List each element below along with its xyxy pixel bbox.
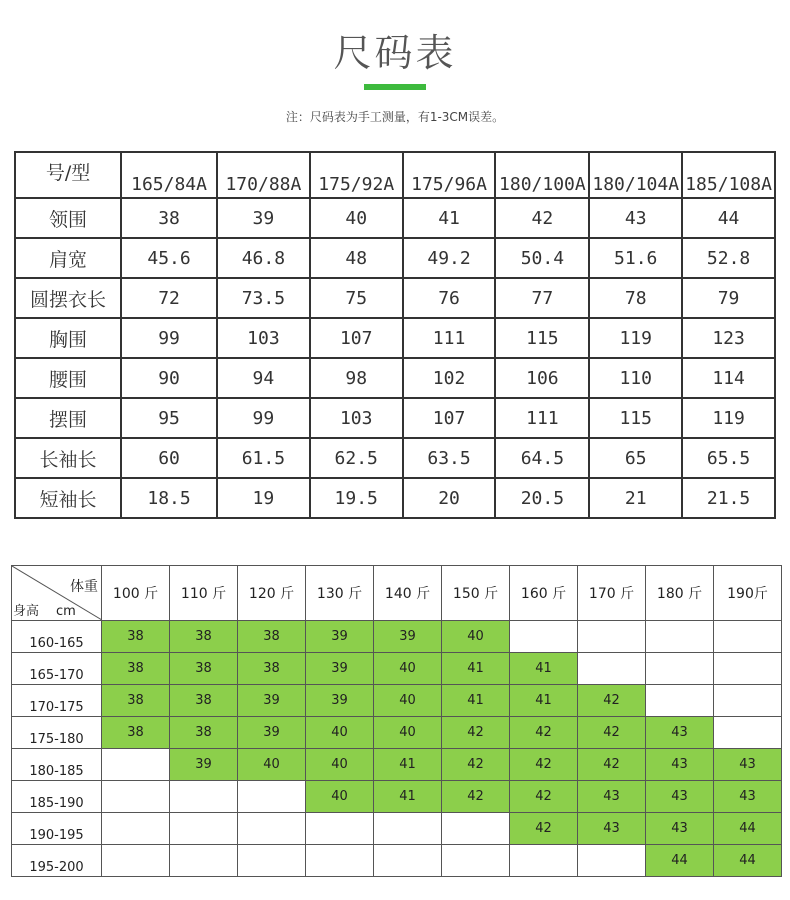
fit-size-cell: 42 (578, 685, 646, 717)
fit-size-cell: 38 (170, 685, 238, 717)
fit-size-cell: 42 (442, 717, 510, 749)
fit-size-cell (714, 717, 782, 749)
size-cell: 40 (310, 198, 403, 238)
fit-size-cell: 38 (238, 653, 306, 685)
size-row-label: 圆摆衣长 (15, 278, 121, 318)
fit-size-cell: 39 (306, 653, 374, 685)
size-row (15, 398, 775, 438)
size-cell: 98 (310, 358, 403, 398)
size-cell: 75 (310, 278, 403, 318)
size-cell: 103 (217, 318, 310, 358)
size-cell: 111 (403, 318, 496, 358)
size-cell: 110 (589, 358, 682, 398)
fit-size-cell: 41 (374, 749, 442, 781)
fit-size-cell: 40 (306, 749, 374, 781)
size-row (15, 238, 775, 278)
size-column-header: 175/96A (403, 152, 496, 198)
size-cell: 18.5 (121, 478, 217, 518)
fit-size-cell: 42 (578, 717, 646, 749)
size-row (15, 478, 775, 518)
fit-size-cell: 42 (510, 717, 578, 749)
weight-column-header: 190斤 (714, 566, 782, 621)
measurement-note: 注：尺码表为手工测量，有1-3CM误差。 (285, 110, 505, 124)
fit-size-cell (510, 621, 578, 653)
size-cell: 46.8 (217, 238, 310, 278)
size-cell: 73.5 (217, 278, 310, 318)
weight-column-header: 140 斤 (374, 566, 442, 621)
fit-size-cell: 43 (646, 781, 714, 813)
fit-row (12, 813, 782, 845)
size-header-label: 号/型 (15, 152, 121, 198)
fit-size-cell (306, 845, 374, 877)
fit-size-cell: 41 (510, 653, 578, 685)
fit-size-cell (238, 813, 306, 845)
fit-row (12, 621, 782, 653)
fit-size-cell: 39 (374, 621, 442, 653)
size-column-header: 180/100A (495, 152, 589, 198)
weight-column-header: 150 斤 (442, 566, 510, 621)
height-row-label: 175-180 (12, 717, 102, 749)
size-chart-table (14, 151, 776, 519)
size-row-label: 长袖长 (15, 438, 121, 478)
size-cell: 21.5 (682, 478, 775, 518)
size-row-label: 胸围 (15, 318, 121, 358)
fit-size-cell (578, 621, 646, 653)
fit-corner-cell (12, 566, 102, 621)
fit-row (12, 749, 782, 781)
fit-size-cell: 41 (374, 781, 442, 813)
fit-size-cell: 42 (442, 781, 510, 813)
fit-size-cell (170, 781, 238, 813)
fit-size-cell: 41 (442, 653, 510, 685)
fit-size-cell: 42 (510, 781, 578, 813)
fit-size-cell (170, 813, 238, 845)
weight-column-header: 130 斤 (306, 566, 374, 621)
height-row-label: 195-200 (12, 845, 102, 877)
fit-size-cell: 40 (374, 717, 442, 749)
weight-column-header: 170 斤 (578, 566, 646, 621)
fit-size-cell: 41 (510, 685, 578, 717)
size-cell: 48 (310, 238, 403, 278)
fit-size-cell: 44 (714, 845, 782, 877)
weight-axis-label: 体重 (70, 579, 98, 595)
size-cell: 79 (682, 278, 775, 318)
height-row-label: 185-190 (12, 781, 102, 813)
fit-size-cell (578, 845, 646, 877)
fit-size-cell (442, 845, 510, 877)
fit-size-cell: 38 (102, 653, 170, 685)
size-row (15, 318, 775, 358)
size-cell: 49.2 (403, 238, 496, 278)
size-cell: 95 (121, 398, 217, 438)
size-cell: 115 (589, 398, 682, 438)
size-row-label: 肩宽 (15, 238, 121, 278)
size-column-header: 180/104A (589, 152, 682, 198)
fit-size-cell: 38 (102, 717, 170, 749)
size-cell: 123 (682, 318, 775, 358)
fit-size-cell (578, 653, 646, 685)
fit-size-cell: 40 (442, 621, 510, 653)
height-axis-label: 身高 (13, 604, 40, 619)
fit-size-cell: 44 (714, 813, 782, 845)
fit-size-cell: 39 (238, 717, 306, 749)
weight-column-header: 110 斤 (170, 566, 238, 621)
size-cell: 77 (495, 278, 589, 318)
fit-row (12, 845, 782, 877)
fit-size-cell (646, 621, 714, 653)
size-cell: 50.4 (495, 238, 589, 278)
size-cell: 20 (403, 478, 496, 518)
size-cell: 119 (682, 398, 775, 438)
size-cell: 20.5 (495, 478, 589, 518)
title-underline (364, 84, 426, 90)
fit-size-cell: 38 (238, 621, 306, 653)
size-cell: 119 (589, 318, 682, 358)
size-cell: 39 (217, 198, 310, 238)
fit-size-cell (714, 621, 782, 653)
fit-size-cell: 43 (646, 749, 714, 781)
fit-size-cell (374, 813, 442, 845)
page-title: 尺码表 (333, 31, 457, 75)
fit-header-row (12, 566, 782, 621)
fit-size-cell (238, 781, 306, 813)
size-cell: 52.8 (682, 238, 775, 278)
size-cell: 45.6 (121, 238, 217, 278)
fit-size-cell: 39 (306, 621, 374, 653)
size-column-header: 165/84A (121, 152, 217, 198)
fit-size-cell (714, 653, 782, 685)
fit-row (12, 781, 782, 813)
fit-size-cell: 40 (374, 653, 442, 685)
size-cell: 63.5 (403, 438, 496, 478)
fit-size-cell: 38 (102, 685, 170, 717)
size-cell: 78 (589, 278, 682, 318)
fit-guide-table (11, 565, 782, 877)
fit-size-cell: 41 (442, 685, 510, 717)
size-cell: 41 (403, 198, 496, 238)
size-cell: 62.5 (310, 438, 403, 478)
size-column-header: 175/92A (310, 152, 403, 198)
size-cell: 44 (682, 198, 775, 238)
size-cell: 72 (121, 278, 217, 318)
fit-row (12, 685, 782, 717)
fit-size-cell: 43 (714, 749, 782, 781)
size-column-header: 170/88A (217, 152, 310, 198)
size-row (15, 278, 775, 318)
size-cell: 76 (403, 278, 496, 318)
size-cell: 99 (121, 318, 217, 358)
size-cell: 51.6 (589, 238, 682, 278)
fit-size-cell: 43 (714, 781, 782, 813)
fit-size-cell (374, 845, 442, 877)
fit-size-cell: 39 (170, 749, 238, 781)
fit-size-cell: 43 (578, 781, 646, 813)
size-row (15, 358, 775, 398)
fit-size-cell: 40 (238, 749, 306, 781)
size-row (15, 438, 775, 478)
size-cell: 65.5 (682, 438, 775, 478)
height-row-label: 170-175 (12, 685, 102, 717)
size-header-row (15, 152, 775, 198)
fit-size-cell: 43 (578, 813, 646, 845)
fit-size-cell: 42 (510, 749, 578, 781)
size-cell: 38 (121, 198, 217, 238)
fit-size-cell (646, 653, 714, 685)
size-row-label: 腰围 (15, 358, 121, 398)
size-row-label: 短袖长 (15, 478, 121, 518)
fit-size-cell (102, 781, 170, 813)
fit-size-cell (646, 685, 714, 717)
fit-size-cell (510, 845, 578, 877)
size-cell: 107 (310, 318, 403, 358)
size-cell: 43 (589, 198, 682, 238)
fit-size-cell: 38 (170, 621, 238, 653)
fit-size-cell: 38 (170, 653, 238, 685)
height-row-label: 160-165 (12, 621, 102, 653)
fit-size-cell: 40 (374, 685, 442, 717)
fit-size-cell: 40 (306, 717, 374, 749)
size-cell: 61.5 (217, 438, 310, 478)
size-cell: 102 (403, 358, 496, 398)
fit-size-cell (102, 813, 170, 845)
fit-row (12, 653, 782, 685)
fit-size-cell: 39 (238, 685, 306, 717)
fit-size-cell: 44 (646, 845, 714, 877)
size-cell: 111 (495, 398, 589, 438)
fit-size-cell: 42 (442, 749, 510, 781)
fit-size-cell: 38 (102, 621, 170, 653)
height-unit-label: cm (56, 604, 76, 619)
fit-size-cell: 38 (170, 717, 238, 749)
size-row-label: 领围 (15, 198, 121, 238)
fit-size-cell (102, 749, 170, 781)
fit-size-cell (102, 845, 170, 877)
size-cell: 90 (121, 358, 217, 398)
fit-size-cell: 43 (646, 717, 714, 749)
size-cell: 114 (682, 358, 775, 398)
size-row (15, 198, 775, 238)
fit-size-cell: 39 (306, 685, 374, 717)
size-cell: 64.5 (495, 438, 589, 478)
height-row-label: 190-195 (12, 813, 102, 845)
fit-size-cell (714, 685, 782, 717)
fit-size-cell: 42 (510, 813, 578, 845)
size-cell: 99 (217, 398, 310, 438)
weight-column-header: 120 斤 (238, 566, 306, 621)
size-cell: 60 (121, 438, 217, 478)
fit-size-cell (306, 813, 374, 845)
fit-size-cell: 42 (578, 749, 646, 781)
weight-column-header: 180 斤 (646, 566, 714, 621)
fit-row (12, 717, 782, 749)
height-row-label: 180-185 (12, 749, 102, 781)
weight-column-header: 160 斤 (510, 566, 578, 621)
size-cell: 94 (217, 358, 310, 398)
size-cell: 115 (495, 318, 589, 358)
fit-size-cell (238, 845, 306, 877)
size-cell: 21 (589, 478, 682, 518)
size-cell: 19 (217, 478, 310, 518)
size-column-header: 185/108A (682, 152, 775, 198)
size-row-label: 摆围 (15, 398, 121, 438)
size-cell: 65 (589, 438, 682, 478)
fit-size-cell: 43 (646, 813, 714, 845)
size-cell: 103 (310, 398, 403, 438)
size-cell: 19.5 (310, 478, 403, 518)
fit-size-cell: 40 (306, 781, 374, 813)
size-cell: 106 (495, 358, 589, 398)
size-cell: 42 (495, 198, 589, 238)
weight-column-header: 100 斤 (102, 566, 170, 621)
fit-size-cell (170, 845, 238, 877)
height-row-label: 165-170 (12, 653, 102, 685)
size-cell: 107 (403, 398, 496, 438)
fit-size-cell (442, 813, 510, 845)
